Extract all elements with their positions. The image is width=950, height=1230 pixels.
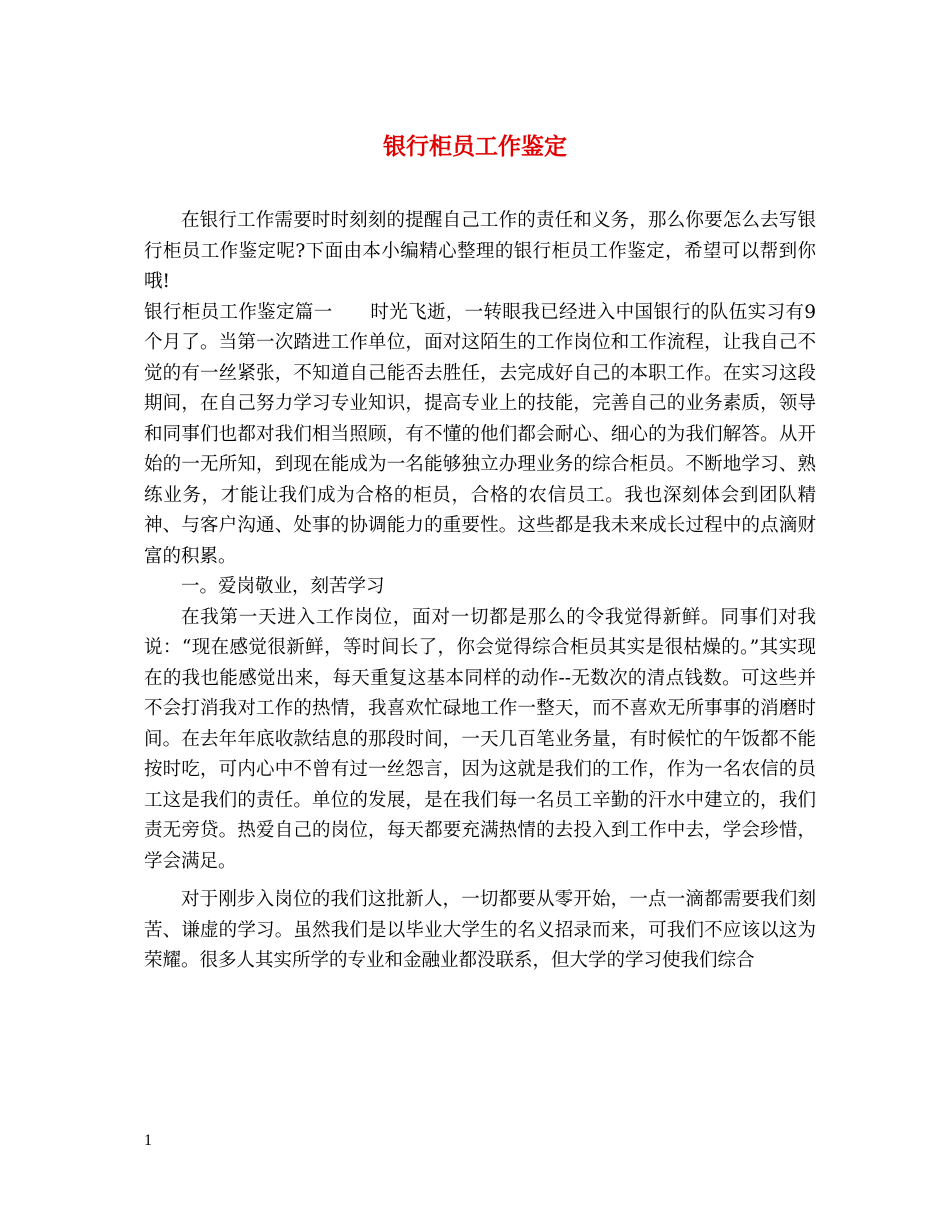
page-number: 1: [144, 1132, 152, 1149]
section-paragraph-2: 在我第一天进入工作岗位，面对一切都是那么的令我觉得新鲜。同事们对我说：“现在感觉很新鲜，等时间长了，你会觉得综合柜员其实是很枯燥的。”其实现在的我也能感觉出来，每天重复这基本同样的动作--无数次的清点钱数。可这些并不会打消我对工作的热情，我喜欢忙碌地工作一整天，而不喜欢无所事事的消磨时间。在去年年底收款结息的那段时间，一天几百笔业务量，有时候忙的午饭都不能按时吃，可内心中不曾有过一丝怨言，因为这就是我们的工作，作为一名农信的员工这是我们的责任。单位的发展，是在我们每一名员工辛勤的汗水中建立的，我们责无旁贷。热爱自己的岗位，每天都要充满热情的去投入到工作中去，学会珍惜，学会满足。: [144, 606, 816, 872]
section-paragraph-1: 银行柜员工作鉴定篇一 时光飞逝，一转眼我已经进入中国银行的队伍实习有9个月了。当第一次踏进工作单位，面对这陌生的工作岗位和工作流程，让我自己不觉的有一丝紧张，不知道自己能否去胜任，去完成好自己的本职工作。在实习这段期间，在自己努力学习专业知识，提高专业上的技能，完善自己的业务素质，领导和同事们也都对我们相当照顾，有不懂的他们都会耐心、细心的为我们解答。从开始的一无所知，到现在能成为一名能够独立办理业务的综合柜员。不断地学习、熟练业务，才能让我们成为合格的柜员，合格的农信员工。我也深刻体会到团队精神、与客户沟通、处事的协调能力的重要性。这些都是我未来成长过程中的点滴财富的积累。: [144, 301, 816, 567]
document-body: [144, 206, 816, 977]
page-title: 银行柜员工作鉴定: [383, 133, 567, 160]
intro-paragraph: 在银行工作需要时时刻刻的提醒自己工作的责任和义务，那么你要怎么去写银行柜员工作鉴定呢?下面由本小编精心整理的银行柜员工作鉴定，希望可以帮到你哦!: [144, 210, 816, 292]
section-paragraph-3: 对于刚步入岗位的我们这批新人，一切都要从零开始，一点一滴都需要我们刻苦、谦虚的学习。虽然我们是以毕业大学生的名义招录而来，可我们不应该以这为荣耀。很多人其实所学的专业和金融业都没联系，但大学的学习使我们综合: [144, 889, 816, 971]
section-heading: 一。爱岗敬业，刻苦学习: [181, 576, 385, 597]
